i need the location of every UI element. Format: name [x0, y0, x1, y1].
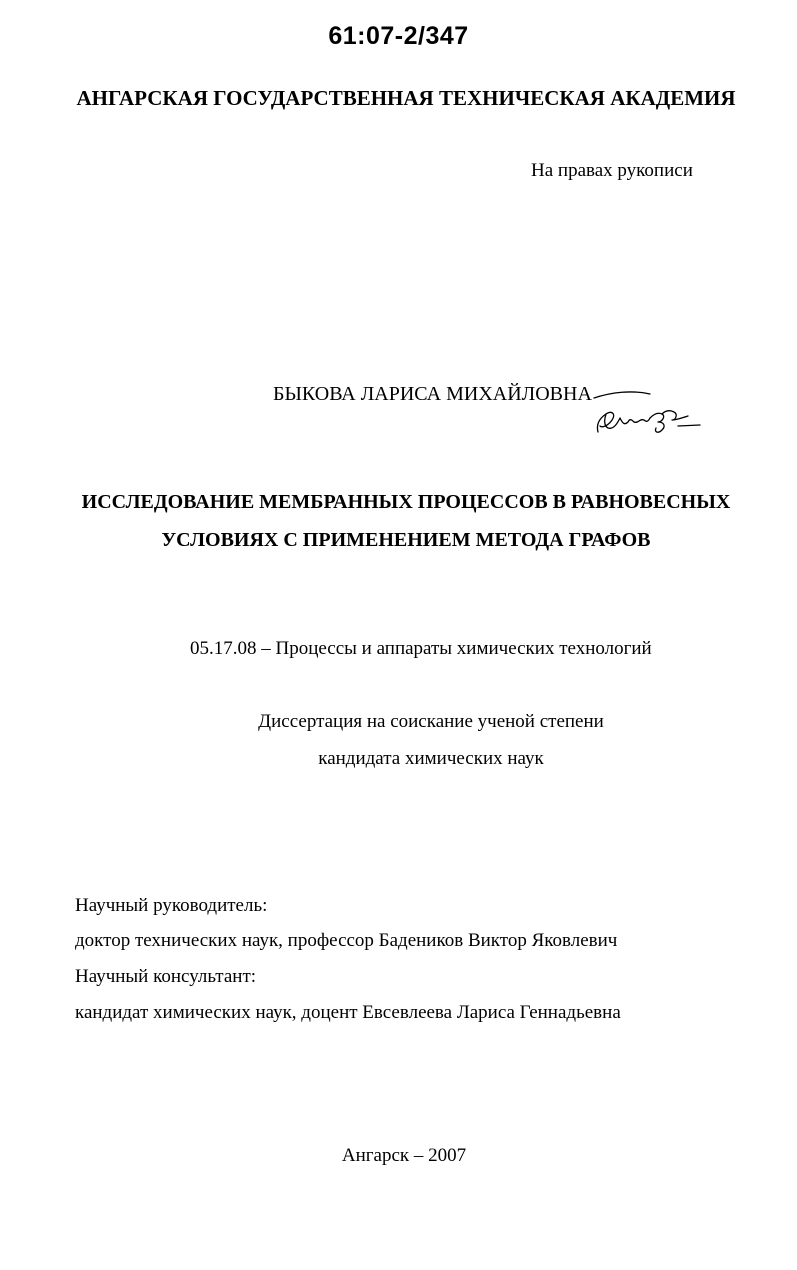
- supervisor-name: доктор технических наук, профессор Бадеников Виктор Яковлевич: [75, 930, 618, 951]
- supervisor-label: Научный руководитель:: [75, 895, 268, 916]
- dissertation-title-line-1: ИССЛЕДОВАНИЕ МЕМБРАННЫХ ПРОЦЕССОВ В РАВНОВЕСНЫХ: [81, 491, 731, 513]
- degree-line-2: кандидата химических наук: [318, 748, 544, 769]
- consultant-name: кандидат химических наук, доцент Евсевлеева Лариса Геннадьевна: [75, 1002, 621, 1023]
- catalog-number: 61:07-2/347: [328, 22, 469, 50]
- degree-line-1: Диссертация на соискание ученой степени: [258, 711, 604, 732]
- author-name: БЫКОВА ЛАРИСА МИХАЙЛОВНА: [273, 383, 592, 405]
- author-signature: [592, 388, 710, 444]
- city-year: Ангарск – 2007: [341, 1145, 467, 1166]
- consultant-label: Научный консультант:: [75, 966, 257, 987]
- institution-name: АНГАРСКАЯ ГОСУДАРСТВЕННАЯ ТЕХНИЧЕСКАЯ АКАДЕМИЯ: [76, 86, 736, 110]
- dissertation-title-line-2: УСЛОВИЯХ С ПРИМЕНЕНИЕМ МЕТОДА ГРАФОВ: [161, 529, 651, 551]
- specialty-code: 05.17.08 – Процессы и аппараты химических технологий: [190, 638, 652, 659]
- manuscript-note: На правах рукописи: [531, 160, 693, 181]
